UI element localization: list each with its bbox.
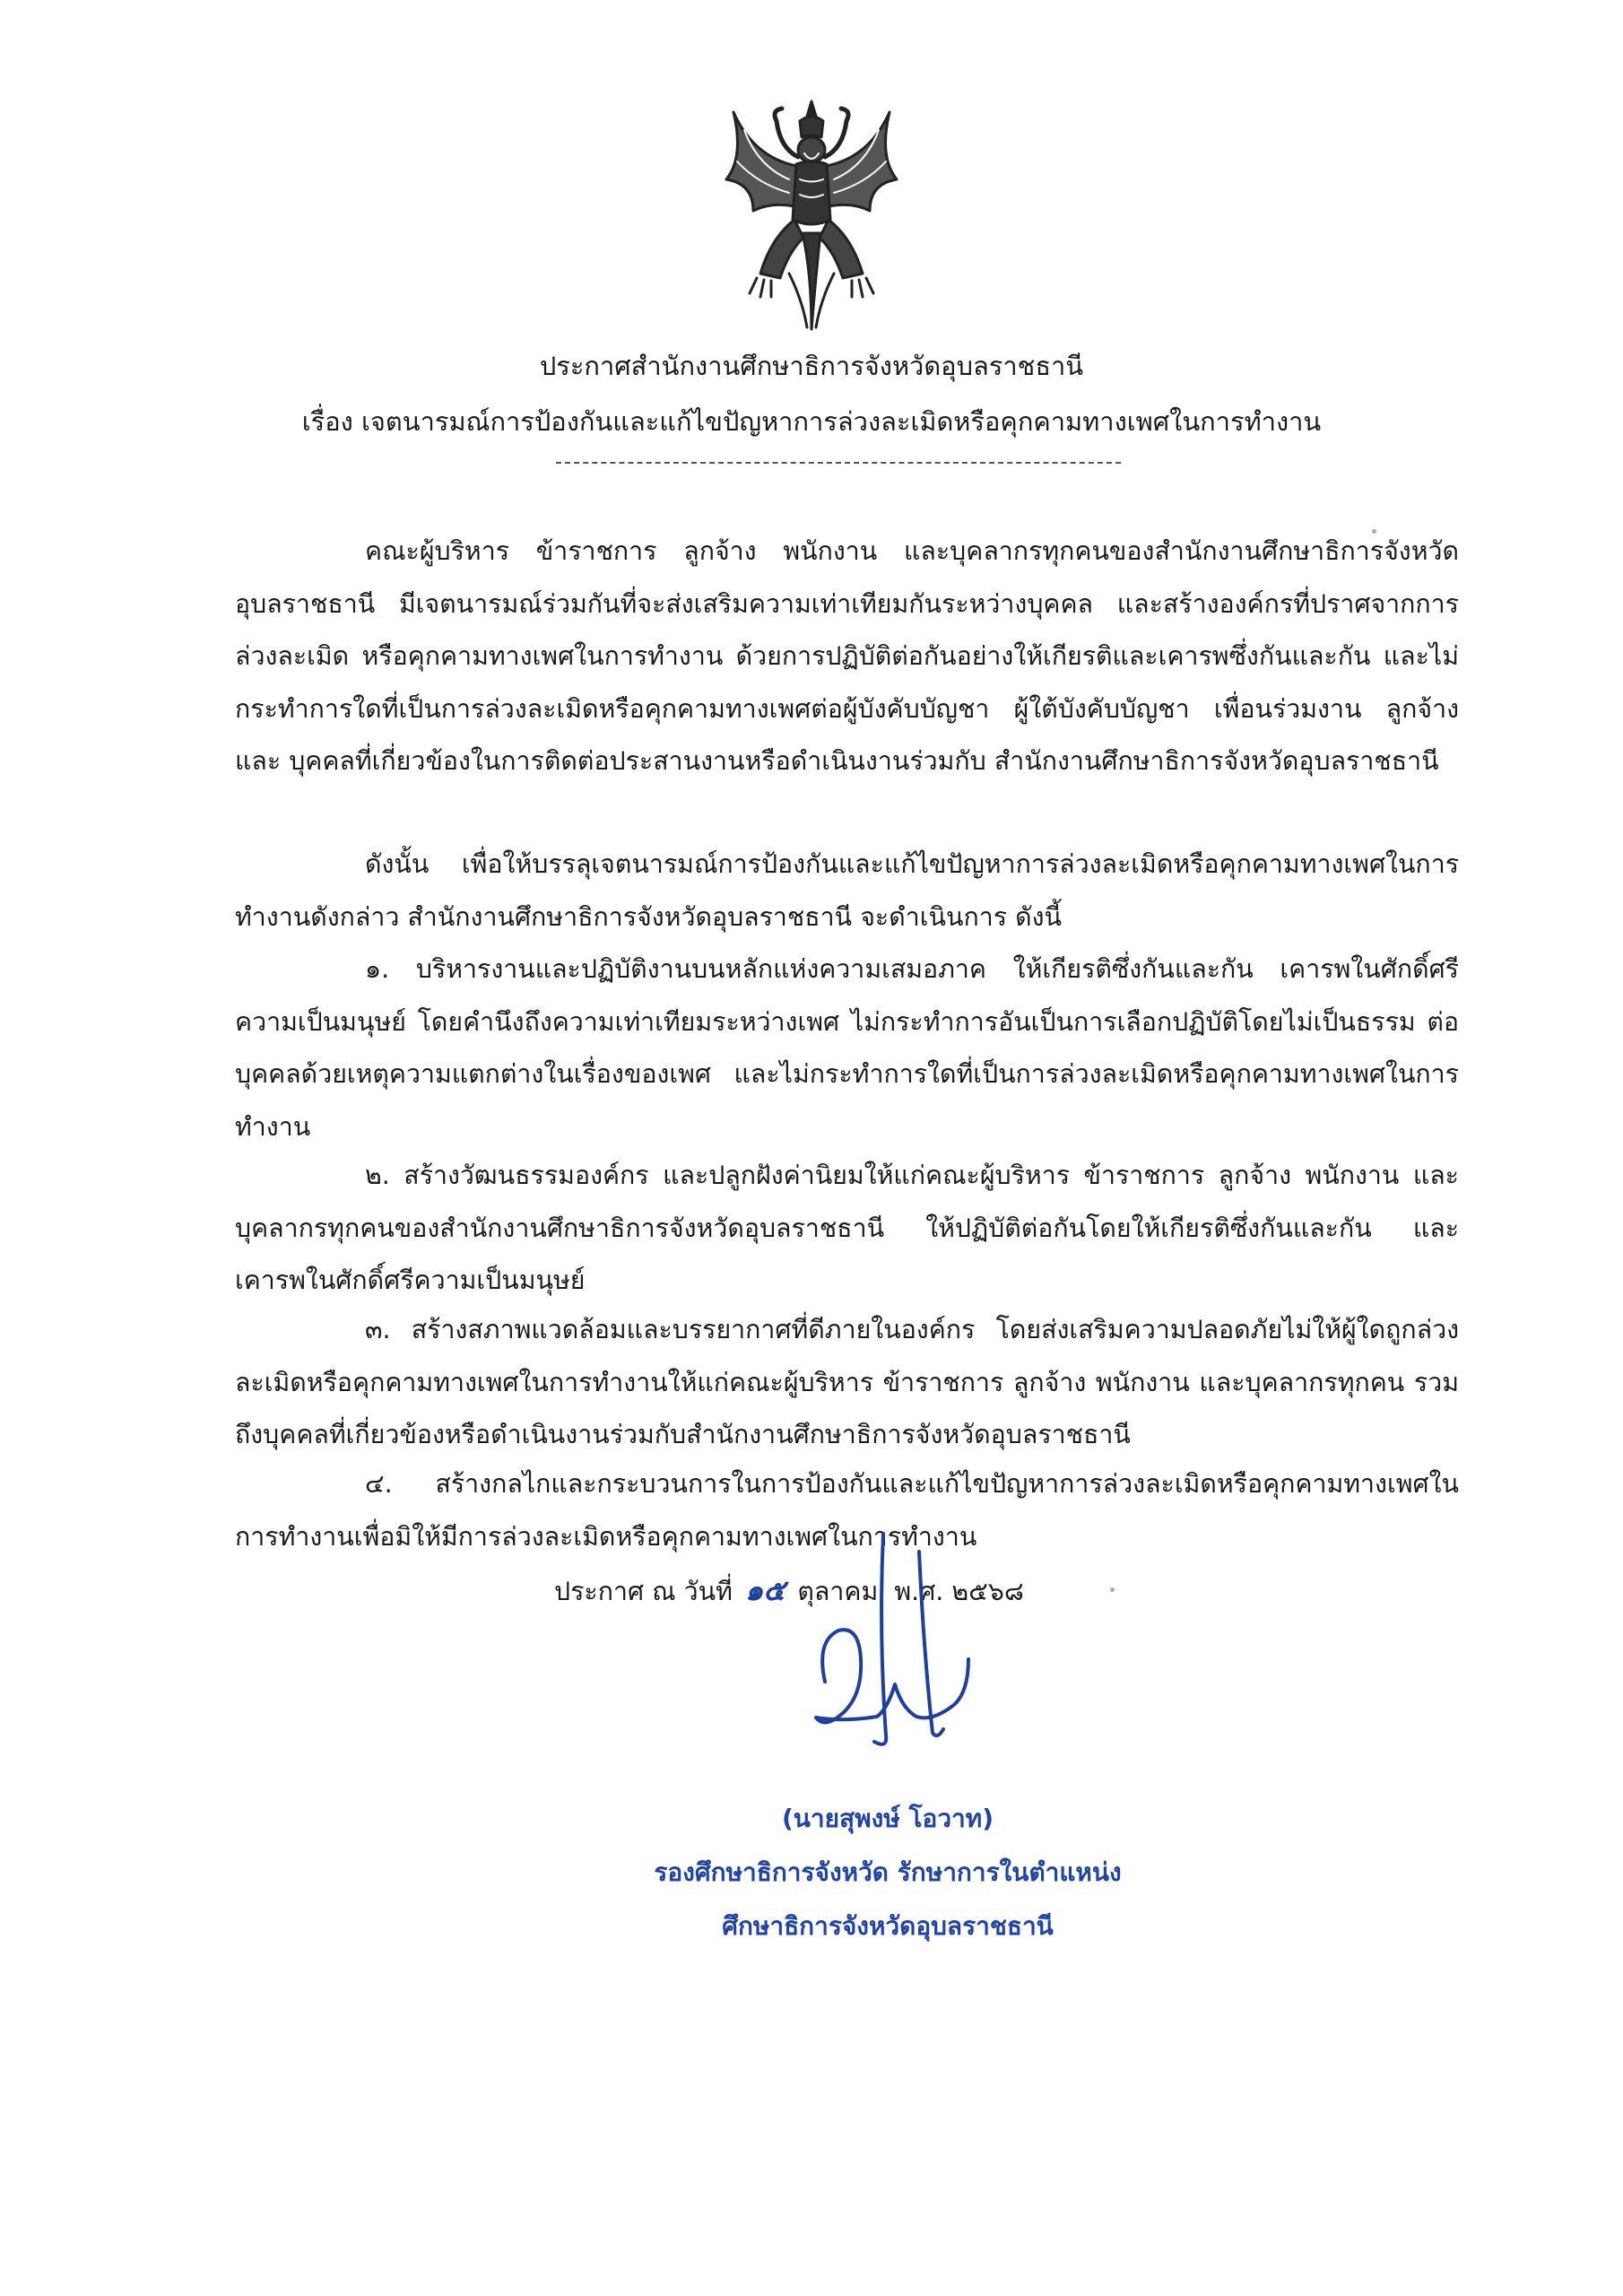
paragraph-therefore: ดังนั้น เพื่อให้บรรลุเจตนารมณ์การป้องกันและแก้ไขปัญหาการล่วงละเมิดหรือคุกคามทางเพศในการทำงานดังกล่าว สำนักงานศึกษาธิการจังหวัดอุบลราชธานี จะดำเนินการ ดังนี้ bbox=[235, 849, 1459, 932]
signer-name: (นายสุพงษ์ โอวาท) bbox=[781, 1804, 994, 1833]
announcement-title: ประกาศสำนักงานศึกษาธิการจังหวัดอุบลราชธานี bbox=[539, 351, 1084, 381]
date-prefix: ประกาศ ณ วันที่ bbox=[554, 1577, 733, 1606]
scan-speck bbox=[1110, 1587, 1115, 1592]
signer-position: รองศึกษาธิการจังหวัด รักษาการในตำแหน่ง bbox=[654, 1857, 1122, 1887]
garuda-emblem-icon bbox=[717, 94, 906, 336]
list-item: ๔. สร้างกลไกและกระบวนการในการป้องกันและแก้ไขปัญหาการล่วงละเมิดหรือคุกคามทางเพศในการทำงานเพื่อมิให้มีการล่วงละเมิดหรือคุกคามทางเพศในการทำงาน bbox=[235, 1469, 1459, 1552]
header-divider bbox=[556, 462, 1121, 464]
list-item: ๓. สร้างสภาพแวดล้อมและบรรยากาศที่ดีภายในองค์กร โดยส่งเสริมความปลอดภัยไม่ให้ผู้ใดถูกล่วงละเมิดหรือคุกคามทางเพศในการทำงานให้แก่คณะผู้บริหาร ข้าราชการ ลูกจ้าง พนักงาน และบุคลากรทุกคน รวมถึงบุคคลที่เกี่ยวข้องหรือดำเนินงานร่วมกับสำนักงานศึกษาธิการจังหวัดอุบลราชธานี bbox=[235, 1315, 1459, 1449]
scan-speck bbox=[1372, 529, 1376, 534]
list-item: ๒. สร้างวัฒนธรรมองค์กร และปลูกฝังค่านิยมให้แก่คณะผู้บริหาร ข้าราชการ ลูกจ้าง พนักงาน และบุคลากรทุกคนของสำนักงานศึกษาธิการจังหวัดอุบลราชธานี ให้ปฏิบัติต่อกันโดยให้เกียรติซึ่งกันและกัน และเคารพในศักดิ์ศรีความเป็นมนุษย์ bbox=[235, 1161, 1459, 1295]
date-year: พ.ศ. ๒๕๖๘ bbox=[894, 1577, 1024, 1606]
paragraph-intro: คณะผู้บริหาร ข้าราชการ ลูกจ้าง พนักงาน และบุคลากรทุกคนของสำนักงานศึกษาธิการจังหวัดอุบลราชธานี มีเจตนารมณ์ร่วมกันที่จะส่งเสริมความเท่าเทียมกันระหว่างบุคคล และสร้างองค์กรที่ปราศจากการล่วงละเมิด หรือคุกคามทางเพศในการทำงาน ด้วยการปฏิบัติต่อกันอย่างให้เกียรติและเคารพซึ่งกันและกัน และไม่กระทำการใดที่เป็นการล่วงละเมิดหรือคุกคามทางเพศต่อผู้บังคับบัญชา ผู้ใต้บังคับบัญชา เพื่อนร่วมงาน ลูกจ้าง และ บุคคลที่เกี่ยวข้องในการติดต่อประสานงานหรือดำเนินงานร่วมกับ สำนักงานศึกษาธิการจังหวัดอุบลราชธานี bbox=[235, 536, 1459, 776]
announcement-subject: เรื่อง เจตนารมณ์การป้องกันและแก้ไขปัญหาการล่วงละเมิดหรือคุกคามทางเพศในการทำงาน bbox=[301, 406, 1322, 437]
list-item: ๑. บริหารงานและปฏิบัติงานบนหลักแห่งความเสมอภาค ให้เกียรติซึ่งกันและกัน เคารพในศักดิ์ศรีความเป็นมนุษย์ โดยคำนึงถึงความเท่าเทียมระหว่างเพศ ไม่กระทำการอันเป็นการเลือกปฏิบัติโดยไม่เป็นธรรม ต่อบุคคลด้วยเหตุความแตกต่างในเรื่องของเพศ และไม่กระทำการใดที่เป็นการล่วงละเมิดหรือคุกคามทางเพศในการทำงาน bbox=[235, 954, 1459, 1142]
date-month: ตุลาคม bbox=[797, 1577, 879, 1606]
date-day: ๑๕ bbox=[744, 1573, 785, 1607]
signature-icon bbox=[789, 1525, 1058, 1758]
signer-position-org: ศึกษาธิการจังหวัดอุบลราชธานี bbox=[722, 1911, 1054, 1941]
